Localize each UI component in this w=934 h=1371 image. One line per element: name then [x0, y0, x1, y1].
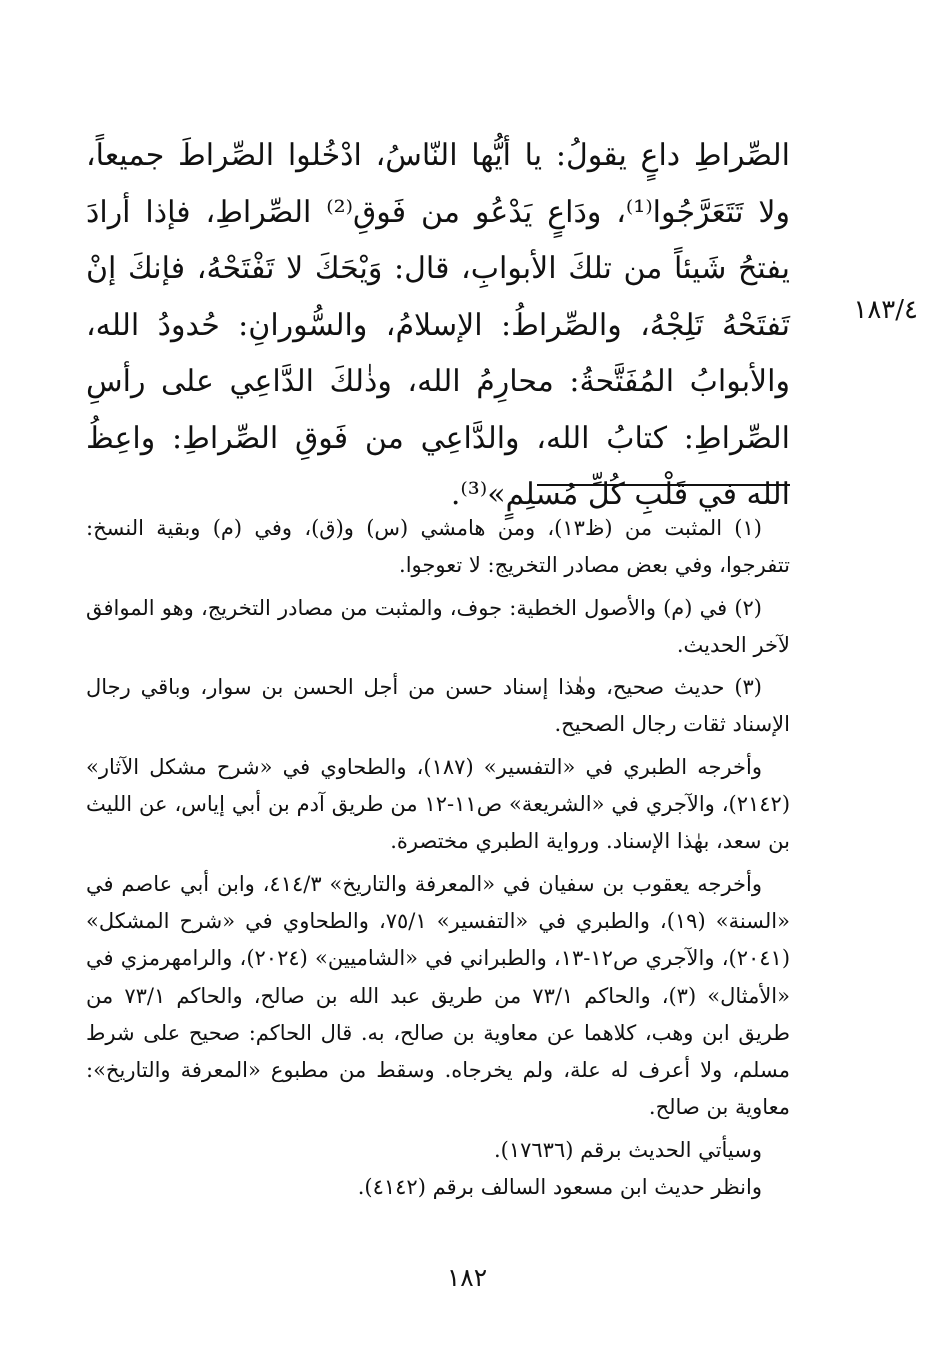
main-text-block	[86, 128, 790, 524]
footnote-3: (٣) حديث صحيح، وهٰذا إسناد حسن من أجل الحسن بن سوار، وباقي رجال الإسناد ثقات رجال الصحيح.	[86, 675, 790, 737]
main-paragraph: الصِّراطِ داعٍ يقولُ: يا أيُّها النّاسُ، ادْخُلوا الصِّراطَ جميعاً، ولا تَتَعَرَّجُوا⁽¹⁾، ودَاعٍ يَدْعُو من فَوقِ⁽²⁾ الصِّراطِ، فإذا أرادَ يفتحُ شَيئاً من تلكَ الأبوابِ، قال: وَيْحَكَ لا تَفْتَحْهُ، فإنكَ إنْ تَفتَحْهُ تَلِجْهُ، والصِّراطُ: الإسلامُ، والسُّورانِ: حُدودُ الله، والأبوابُ المُفَتَّحةُ: محارِمُ الله، وذٰلكَ الدَّاعِي على رأسِ الصِّراطِ: كتابُ الله، والدَّاعِي من فَوقِ الصِّراطِ: واعِظُ الله في قَلْبِ كُلِّ مُسلِمٍ»⁽³⁾.	[86, 138, 790, 512]
footnote-separator	[537, 484, 790, 486]
page-number: ١٨٢	[446, 1263, 488, 1292]
footnote-3-cross-ref-1: وسيأتي الحديث برقم (١٧٦٣٦).	[493, 1137, 762, 1162]
footnote-3-takhrij-2: وأخرجه يعقوب بن سفيان في «المعرفة والتاريخ» ٤١٤/٣، وابن أبي عاصم في «السنة» (١٩)، والطبري في «التفسير» ٧٥/١، والطحاوي في «شرح المشكل» (٢٠٤١)، والآجري ص١٢-١٣، والطبراني في «الشاميين» (٢٠٢٤)، والرامهرمزي في «الأمثال» (٣)، والحاكم ٧٣/١ من طريق عبد الله بن صالح، والحاكم ٧٣/١ من طريق ابن وهب، كلاهما عن معاوية بن صالح، به. قال الحاكم: صحيح على شرط مسلم، ولا أعرف له علة، ولم يخرجاه. وسقط من مطبوع «المعرفة والتاريخ»: معاوية بن صالح.	[86, 871, 791, 1120]
footnotes-block	[86, 510, 790, 1206]
footnote-1: (١) المثبت من (ظ١٣)، ومن هامشي (س) و(ق)، وفي (م) وبقية النسخ: تتفرجوا، وفي بعض مصادر التخريج: لا تعوجوا.	[86, 516, 790, 578]
footnote-3-cross-ref-2: وانظر حديث ابن مسعود السالف برقم (٤١٤٢).	[357, 1175, 762, 1200]
margin-reference: ١٨٣/٤	[853, 295, 918, 325]
footnote-2: (٢) في (م) والأصول الخطية: جوف، والمثبت من مصادر التخريج، وهو الموافق لآخر الحديث.	[86, 595, 790, 657]
footnote-3-takhrij-1: وأخرجه الطبري في «التفسير» (١٨٧)، والطحاوي في «شرح مشكل الآثار» (٢١٤٢)، والآجري في «الشريعة» ص١١-١٢ من طريق آدم بن أبي إياس، عن الليث بن سعد، بهٰذا الإسناد. ورواية الطبري مختصرة.	[86, 754, 791, 854]
